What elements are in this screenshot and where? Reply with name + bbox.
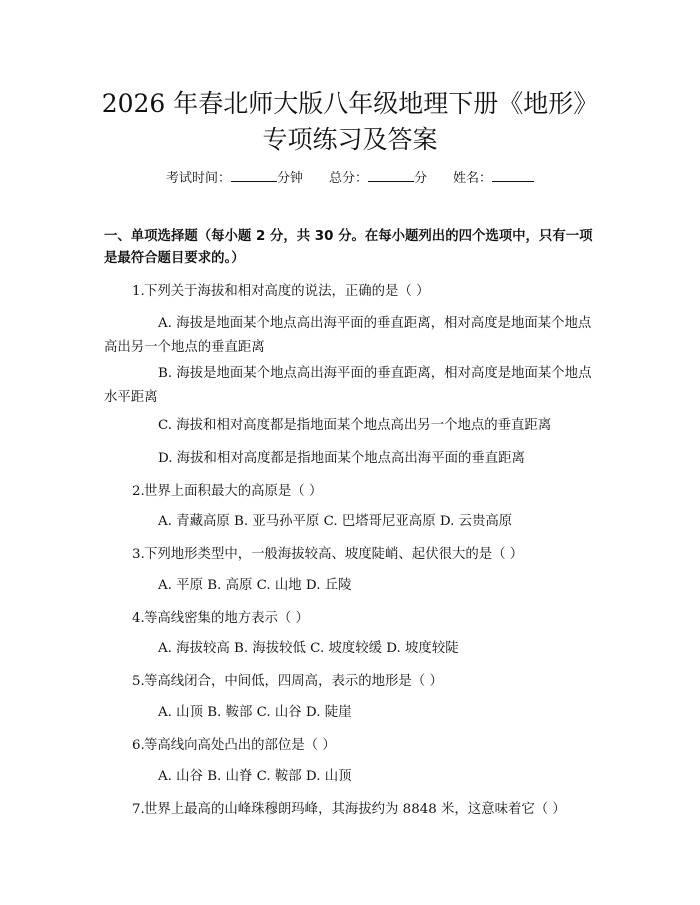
option-c: C. 海拔和相对高度都是指地面某个地点高出另一个地点的垂直距离 bbox=[158, 418, 552, 433]
option-b: B. 海拔是地面某个地点高出海平面的垂直距离，相对高度是地面某个地点水平距离 bbox=[104, 366, 592, 405]
question-number: 1. bbox=[132, 284, 145, 299]
name-blank[interactable] bbox=[492, 168, 534, 182]
time-label: 考试时间： bbox=[165, 171, 231, 186]
question-number: 7. bbox=[132, 802, 145, 817]
score-unit: 分 bbox=[414, 171, 428, 186]
question-number: 4. bbox=[132, 611, 145, 626]
time-blank[interactable] bbox=[231, 168, 277, 182]
question-number: 6. bbox=[132, 738, 145, 753]
option-d: D. 海拔和相对高度都是指地面某个地点高出海平面的垂直距离 bbox=[158, 451, 525, 466]
name-label: 姓名： bbox=[453, 171, 493, 186]
page-title: 2026 年春北师大版八年级地理下册《地形》 bbox=[101, 89, 599, 118]
question-2 bbox=[104, 481, 604, 502]
options-line: A. 山顶 B. 鞍部 C. 山谷 D. 陡崖 bbox=[158, 705, 352, 720]
question-text: 下列地形类型中，一般海拔较高、坡度陡峭、起伏很大的是（ ） bbox=[144, 547, 524, 562]
options-line: A. 平原 B. 高原 C. 山地 D. 丘陵 bbox=[158, 578, 352, 593]
question-text: 等高线密集的地方表示（ ） bbox=[144, 611, 309, 626]
question-4 bbox=[104, 608, 604, 629]
time-unit: 分钟 bbox=[276, 171, 303, 186]
question-text: 世界上面积最大的高原是（ ） bbox=[144, 484, 323, 499]
question-5 bbox=[104, 671, 604, 692]
question-1 bbox=[104, 281, 604, 302]
question-number: 5. bbox=[132, 674, 145, 689]
score-blank[interactable] bbox=[368, 168, 414, 182]
options-line: A. 海拔较高 B. 海拔较低 C. 坡度较缓 D. 坡度较陡 bbox=[158, 641, 459, 656]
question-6 bbox=[104, 735, 604, 756]
question-number: 2. bbox=[132, 484, 145, 499]
exam-meta bbox=[0, 168, 700, 189]
options-line: A. 青藏高原 B. 亚马孙平原 C. 巴塔哥尼亚高原 D. 云贵高原 bbox=[158, 514, 513, 529]
question-text: 下列关于海拔和相对高度的说法，正确的是（ ） bbox=[144, 284, 430, 299]
options-line: A. 山谷 B. 山脊 C. 鞍部 D. 山顶 bbox=[158, 769, 352, 784]
option-a: A. 海拔是地面某个地点高出海平面的垂直距离，相对高度是地面某个地点高出另一个地点的垂直距离 bbox=[104, 316, 592, 355]
question-number: 3. bbox=[132, 547, 145, 562]
page-subtitle: 专项练习及答案 bbox=[262, 125, 438, 154]
question-text: 等高线向高处凸出的部位是（ ） bbox=[144, 738, 336, 753]
question-text: 等高线闭合，中间低，四周高，表示的地形是（ ） bbox=[144, 674, 443, 689]
question-text: 世界上最高的山峰珠穆朗玛峰，其海拔约为 8848 米，这意味着它（ ） bbox=[144, 802, 566, 817]
question-3 bbox=[104, 544, 604, 565]
score-label: 总分： bbox=[328, 171, 368, 186]
section-heading: 一、单项选择题（每小题 2 分，共 30 分。在每小题列出的四个选项中，只有一项是最符合题目要求的。） bbox=[104, 229, 593, 266]
question-7 bbox=[104, 799, 604, 820]
